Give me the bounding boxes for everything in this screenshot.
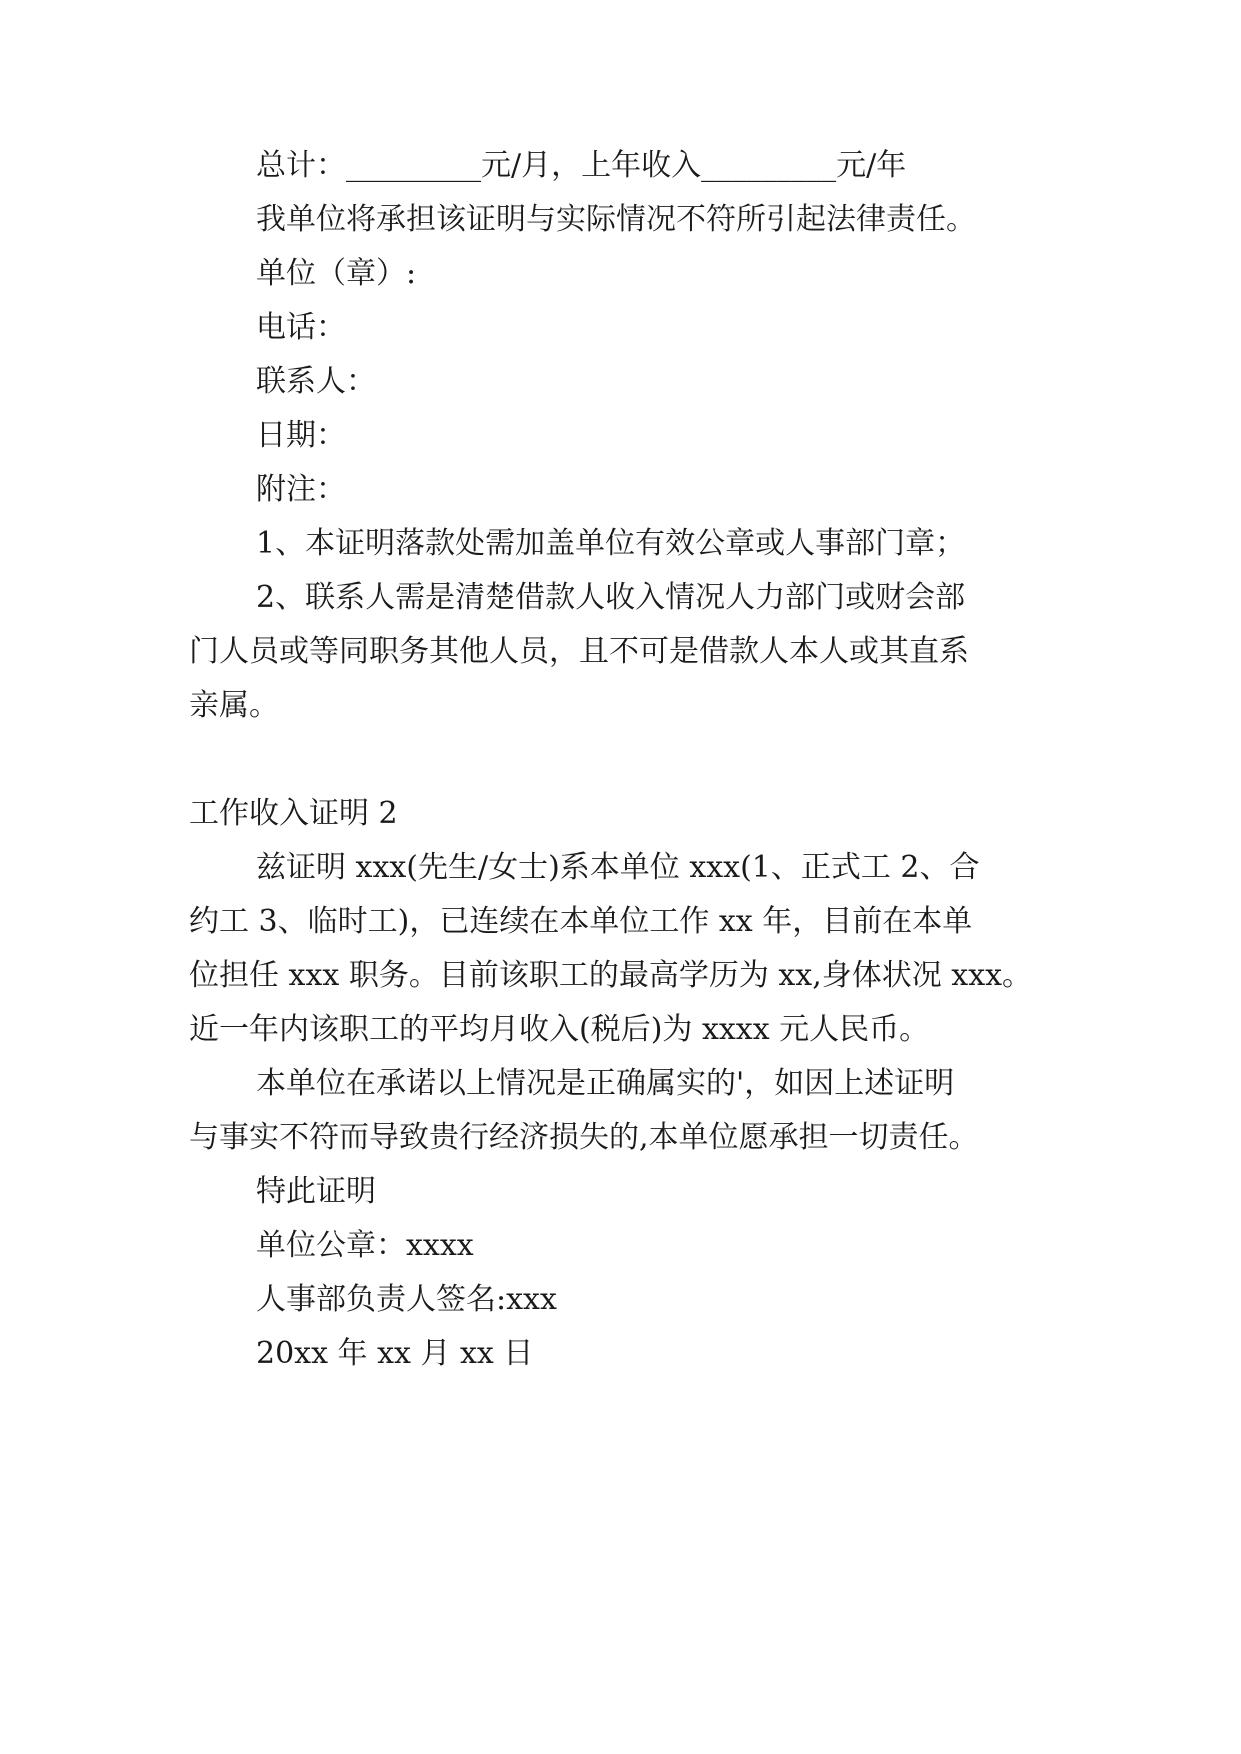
closing-statement: 特此证明 bbox=[256, 1174, 376, 1209]
note-item-2-line: 亲属。 bbox=[189, 688, 279, 723]
section-heading: 工作收入证明 2 bbox=[189, 796, 398, 831]
hr-signature-line: 人事部负责人签名:xxx bbox=[256, 1282, 557, 1317]
commitment-paragraph-line: 与事实不符而导致贵行经济损失的,本单位愿承担一切责任。 bbox=[189, 1120, 979, 1155]
certificate-paragraph-line: 近一年内该职工的平均月收入(税后)为 xxxx 元人民币。 bbox=[189, 1012, 930, 1047]
certificate-date: 20xx 年 xx 月 xx 日 bbox=[256, 1336, 534, 1371]
date-label: 日期： bbox=[256, 418, 346, 453]
unit-seal-label: 单位（章）: bbox=[256, 256, 417, 291]
certificate-paragraph-line: 位担任 xxx 职务。目前该职工的最高学历为 xx,身体状况 xxx。 bbox=[189, 958, 1033, 993]
note-item-2-line: 2、联系人需是清楚借款人收入情况人力部门或财会部 bbox=[256, 580, 966, 615]
contact-label: 联系人： bbox=[256, 364, 376, 399]
notes-label: 附注： bbox=[256, 472, 346, 507]
note-item-2-line: 门人员或等同职务其他人员，且不可是借款人本人或其直系 bbox=[189, 634, 969, 669]
liability-statement: 我单位将承担该证明与实际情况不符所引起法律责任。 bbox=[256, 202, 976, 237]
certificate-paragraph-line: 兹证明 xxx(先生/女士)系本单位 xxx(1、正式工 2、合 bbox=[256, 850, 980, 885]
income-total-line: 总计：_________元/月，上年收入_________元/年 bbox=[256, 148, 907, 183]
phone-label: 电话： bbox=[256, 310, 346, 345]
note-item-1: 1、本证明落款处需加盖单位有效公章或人事部门章； bbox=[256, 526, 966, 561]
unit-seal-line: 单位公章：xxxx bbox=[256, 1228, 474, 1263]
certificate-paragraph-line: 约工 3、临时工)，已连续在本单位工作 xx 年，目前在本单 bbox=[189, 904, 973, 939]
commitment-paragraph-line: 本单位在承诺以上情况是正确属实的'，如因上述证明 bbox=[256, 1066, 955, 1101]
